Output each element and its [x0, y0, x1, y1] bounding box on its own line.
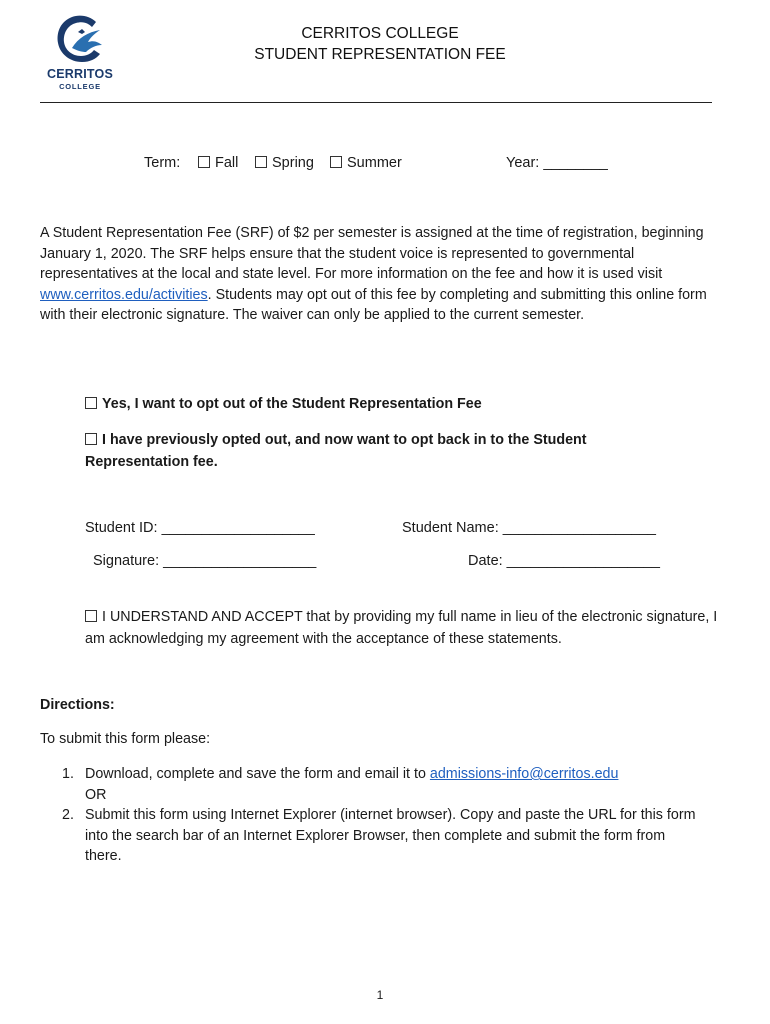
term-label: Term: [144, 155, 181, 171]
fee-description [40, 223, 720, 326]
term-summer-option[interactable] [330, 155, 402, 171]
opt-in-label: I have previously opted out, and now want to opt back in to the Student Representation fee. [85, 432, 587, 470]
term-fall-option[interactable] [198, 155, 238, 171]
fall-label: Fall [215, 155, 239, 171]
signature-field[interactable]: Signature: ___________________ [93, 553, 317, 569]
item-1-text: Download, complete and save the form and email it to [85, 766, 430, 782]
spring-checkbox[interactable] [255, 156, 267, 168]
directions-intro: To submit this form please: [40, 731, 211, 747]
opt-in-option[interactable] [85, 429, 645, 473]
item-1-or: OR [85, 786, 107, 803]
admissions-email-link[interactable]: admissions-info@cerritos.edu [429, 766, 619, 782]
summer-checkbox[interactable] [330, 156, 342, 168]
year-field[interactable]: Year: ________ [506, 155, 608, 171]
term-spring-option[interactable] [255, 155, 314, 171]
college-logo [40, 12, 120, 94]
date-field[interactable]: Date: ___________________ [468, 553, 660, 569]
student-id-field[interactable]: Student ID: ___________________ [85, 520, 315, 536]
description-text: A Student Representation Fee (SRF) of $2 per semester is assigned at the time of registration, beginning January 1, 2020. The SRF helps ensure that the student voice is represented to governmental representatives at the local and state level. For more information on the fee and how it is used visit [40, 225, 704, 283]
opt-out-label: Yes, I want to opt out of the Student Representation Fee [102, 396, 482, 412]
page-number: 1 [376, 988, 384, 1002]
opt-in-checkbox[interactable] [85, 433, 97, 445]
opt-out-option[interactable] [85, 393, 645, 415]
item-2-text: Submit this form using Internet Explorer (internet browser). Copy and paste the URL for this form into the search bar of an Internet Explorer Browser, then complete and submit the form from there. [85, 807, 696, 864]
accept-checkbox[interactable] [85, 610, 97, 622]
logo-name: CERRITOS [47, 67, 113, 81]
acceptance-text: I UNDERSTAND AND ACCEPT that by providing my full name in lieu of the electronic signature, I am acknowledging my agreement with the acceptance of these statements. [85, 609, 718, 647]
falcon-logo-icon [52, 12, 108, 68]
item-1-number: 1. [62, 766, 74, 782]
student-name-field[interactable]: Student Name: ___________________ [402, 520, 656, 536]
page-subtitle: STUDENT REPRESENTATION FEE [254, 46, 506, 63]
page-title: CERRITOS COLLEGE [301, 25, 459, 42]
summer-label: Summer [347, 155, 402, 171]
opt-out-checkbox[interactable] [85, 397, 97, 409]
logo-subtitle: COLLEGE [59, 82, 101, 91]
acceptance-statement[interactable] [85, 607, 725, 650]
fall-checkbox[interactable] [198, 156, 210, 168]
header-divider [40, 102, 712, 103]
item-2-number: 2. [62, 807, 74, 823]
description-text-cont: . Students may opt out of this fee by completing and submitting this online form with their electronic signature. The waiver can only be applied to the current semester. [40, 286, 707, 324]
directions-heading: Directions: [40, 697, 115, 713]
activities-link[interactable]: www.cerritos.edu/activities [40, 286, 208, 303]
spring-label: Spring [272, 155, 314, 171]
